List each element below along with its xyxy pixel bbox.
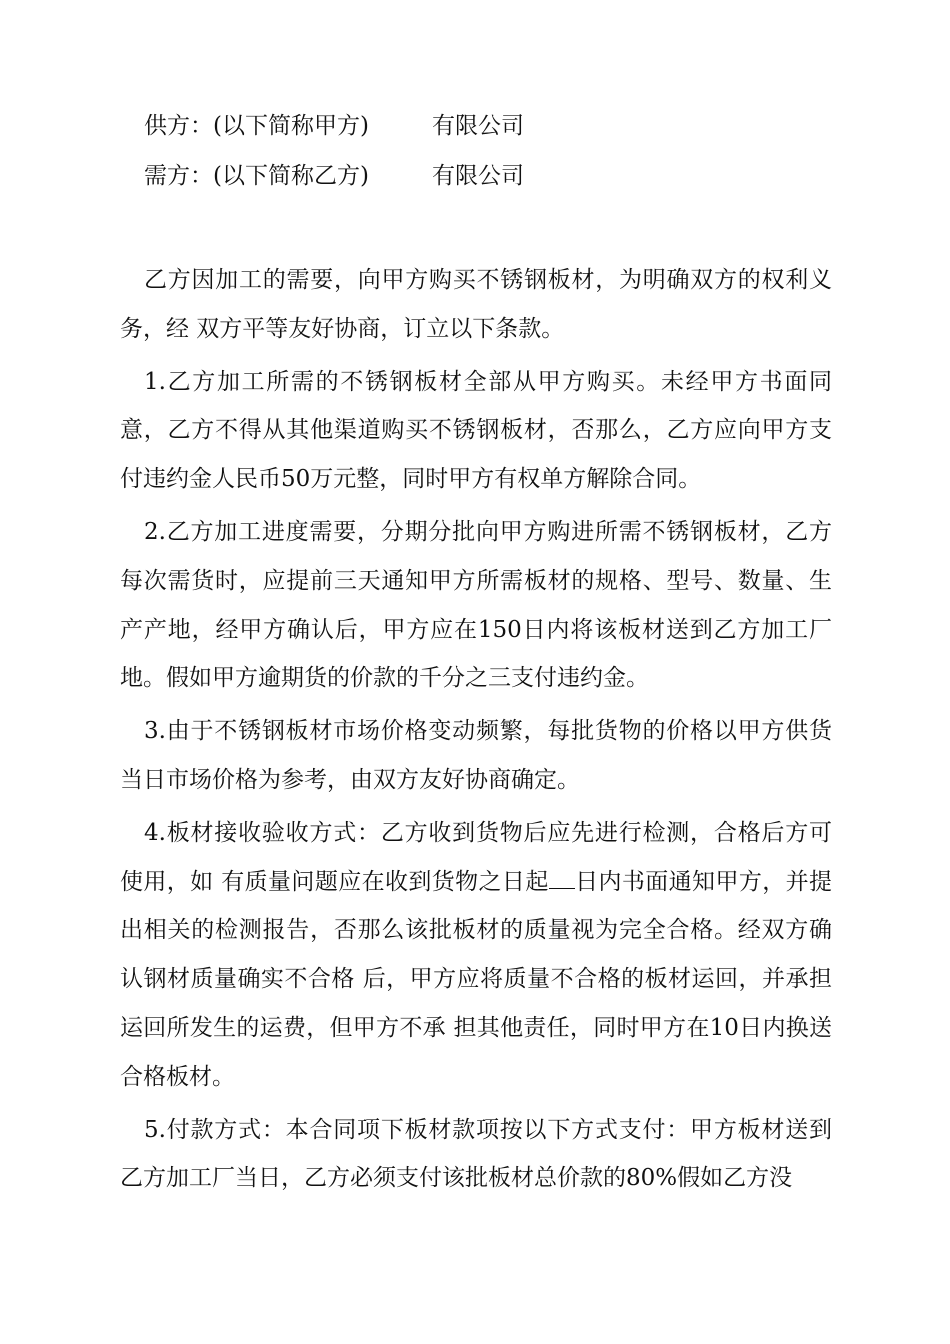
supplier-label: 供方：(以下简称甲方) xyxy=(144,113,369,139)
contract-body xyxy=(120,256,832,1207)
buyer-line xyxy=(144,156,524,196)
clause-3: 3.由于不锈钢板材市场价格变动频繁，每批货物的价格以甲方供货当日市场价格为参考，由双方友好协商确定。 xyxy=(120,718,832,793)
clause-4 xyxy=(120,809,832,1102)
clause-1: 1.乙方加工所需的不锈钢板材全部从甲方购买。未经甲方书面同意，乙方不得从其他渠道购买不锈钢板材，否那么，乙方应向甲方支付违约金人民币50万元整，同时甲方有权单方解除合同。 xyxy=(120,368,832,493)
intro-paragraph: 乙方因加工的需要，向甲方购买不锈钢板材，为明确双方的权利义务，经 双方平等友好协商，订立以下条款。 xyxy=(120,267,832,342)
supplier-company: 有限公司 xyxy=(432,113,524,139)
supplier-line xyxy=(144,106,524,146)
buyer-label: 需方：(以下简称乙方) xyxy=(144,163,369,189)
clause-4-part-1: 4.板材接收验收方式：乙方收到货物后应先进行检测，合格后方可使用，如 有质量问题应在收到货物之日起 xyxy=(120,819,832,895)
clause-2: 2.乙方加工进度需要，分期分批向甲方购进所需不锈钢板材，乙方每次需货时，应提前三天通知甲方所需板材的规格、型号、数量、生产产地，经甲方确认后，甲方应在150日内将该板材送到乙方加工厂地。假如甲方逾期货的价款的千分之三支付违约金。 xyxy=(120,518,832,692)
fill-in-blank xyxy=(549,870,575,889)
buyer-company: 有限公司 xyxy=(432,163,524,189)
clause-4-part-2: 日内书面通知甲方，并提出相关的检测报告，否那么该批板材的质量视为完全合格。经双方确认钢材质量确实不合格 后，甲方应将质量不合格的板材运回，并承担运回所发生的运费，但甲方不承 担其他责任，同时甲方在10日内换送合格板材。 xyxy=(120,868,833,1090)
clause-5: 5.付款方式：本合同项下板材款项按以下方式支付：甲方板材送到乙方加工厂当日，乙方必须支付该批板材总价款的80%假如乙方没 xyxy=(120,1116,832,1192)
